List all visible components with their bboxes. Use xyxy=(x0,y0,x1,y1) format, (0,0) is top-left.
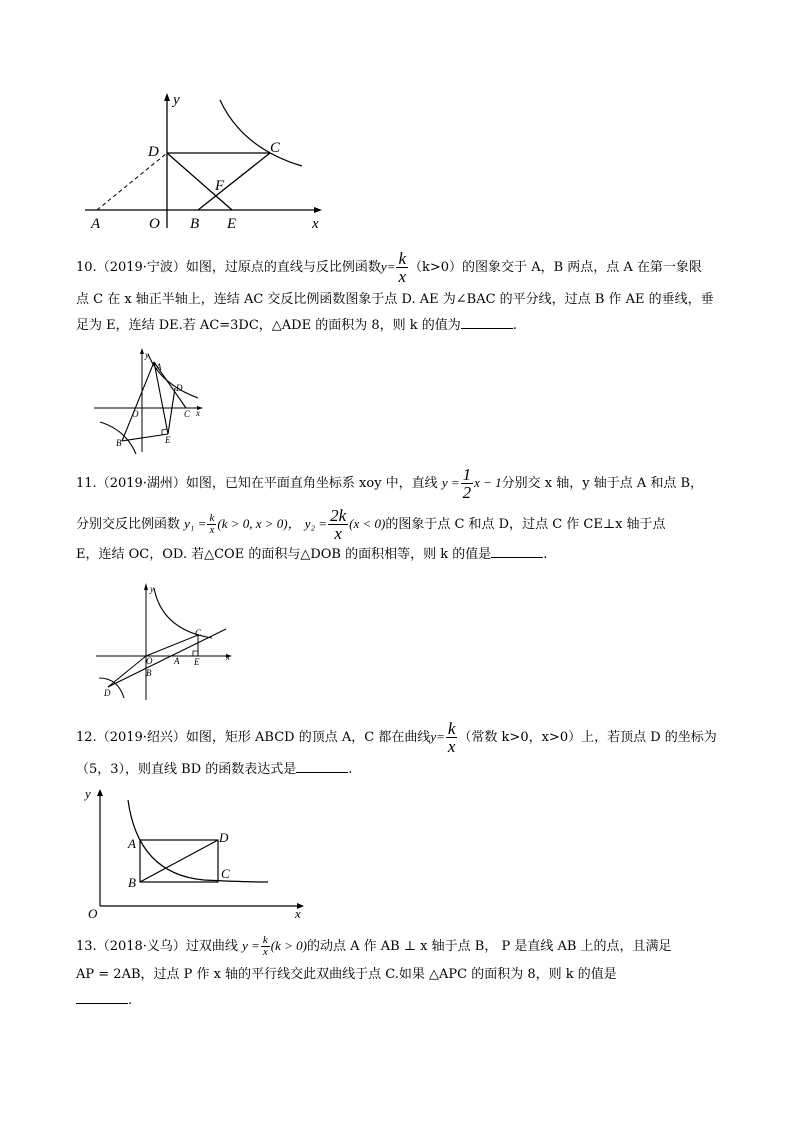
q11-source: （2019·湖州） xyxy=(96,476,186,491)
figure-question-11 xyxy=(94,580,236,702)
q13-text-1b: 的动点 A 作 AB ⊥ x 轴于点 B， P 是直线 AB 上的点，且满足 xyxy=(306,939,672,954)
figure-question-10 xyxy=(92,344,208,456)
fig10-label-o: O xyxy=(132,409,139,419)
q11-y2-cond: (x < 0) xyxy=(349,516,386,531)
q10-period: . xyxy=(512,318,517,333)
q10-text-2: 点 C 在 x 轴正半轴上，连结 AC 交反比例函数图象于点 D. AE 为∠BAC 的平分线，过点 B 作 AE 的垂线，垂 xyxy=(76,292,714,307)
q12-number: 12. xyxy=(76,730,97,745)
q11-y1-fraction: $\frac{k}{x}$ xyxy=(209,512,215,536)
fig10-label-d: D xyxy=(176,383,183,393)
fig11-label-c: C xyxy=(195,628,202,638)
q13-number: 13. xyxy=(76,939,97,954)
fig12-label-o: O xyxy=(88,906,98,921)
q10-text-3: 足为 E，连结 DE.若 AC=3DC，△ADE 的面积为 8，则 k 的值为 xyxy=(76,318,461,333)
q11-y1-cond: (k > 0, x > 0)， xyxy=(217,516,301,531)
fig11-label-x: x xyxy=(226,652,230,662)
fig10-label-x: x xyxy=(196,408,200,418)
q13-period: . xyxy=(128,993,133,1008)
q11-text-2b: 的图象于点 C 和点 D，过点 C 作 CE⊥x 轴于点 xyxy=(385,517,666,532)
q12-source: （2019·绍兴） xyxy=(96,730,186,745)
fig11-label-a: A xyxy=(174,656,180,666)
fig10-label-e: E xyxy=(165,435,171,445)
q10-answer-blank xyxy=(461,327,513,329)
q13-answer-blank xyxy=(76,1002,128,1004)
fig9-label-x: x xyxy=(312,216,319,232)
q13-source: （2018·义乌） xyxy=(96,939,186,954)
q11-number: 11. xyxy=(76,476,97,491)
fig12-label-c: C xyxy=(221,866,230,881)
fig10-label-a: A xyxy=(156,362,162,372)
q12-fraction: $\frac{k}{x}$ xyxy=(447,719,456,756)
fig11-label-y: y xyxy=(150,584,154,594)
q12-text-2: （5，3），则直线 BD 的函数表达式是 xyxy=(76,762,297,777)
q11-eq-b: x − 1 xyxy=(474,475,502,490)
q11-answer-blank xyxy=(491,556,543,558)
fig11-label-b: B xyxy=(146,668,152,678)
q13-eq: y = xyxy=(242,938,260,953)
q11-text-2a: 分别交反比例函数 xyxy=(76,517,181,532)
question-12 xyxy=(76,720,726,783)
fig9-label-o: O xyxy=(149,216,160,232)
q11-y2: y₂ = xyxy=(304,516,328,531)
q13-fraction: $\frac{k}{x}$ xyxy=(262,934,268,958)
q10-text-1b: （k>0）的图象交于 A，B 两点，点 A 在第一象限 xyxy=(409,260,702,275)
q10-source: （2019·宁波） xyxy=(96,260,186,275)
figure-question-12 xyxy=(84,784,310,922)
figure-previous-question xyxy=(82,88,332,236)
q12-eq: y= xyxy=(430,729,445,744)
q13-text-2: AP = 2AB，过点 P 作 x 轴的平行线交此双曲线于点 C.如果 △APC 的面积为 8，则 k 的值是 xyxy=(76,967,617,982)
fig12-label-x: x xyxy=(295,906,301,921)
fig12-label-y: y xyxy=(85,786,91,801)
q12-text-1b: （常数 k>0，x>0）上，若顶点 D 的坐标为 xyxy=(458,730,717,745)
q12-period: . xyxy=(348,762,353,777)
fig12-label-d: D xyxy=(219,830,229,845)
q11-text-1a: 如图，已知在平面直角坐标系 xoy 中，直线 xyxy=(185,476,438,491)
q11-period: . xyxy=(543,547,548,562)
q12-answer-blank xyxy=(296,771,348,773)
fig9-label-a: A xyxy=(91,216,101,232)
q12-text-1a: 如图，矩形 ABCD 的顶点 A，C 都在曲线 xyxy=(185,730,431,745)
fig10-label-c: C xyxy=(184,409,191,419)
q11-eq-a: y = xyxy=(441,475,460,490)
q11-y1: y₁ = xyxy=(184,516,207,531)
fig9-label-d: D xyxy=(148,144,159,160)
fig9-label-y: y xyxy=(173,92,180,108)
fig9-label-c: C xyxy=(270,140,281,156)
fig10-label-b: B xyxy=(116,438,122,448)
q11-text-3: E，连结 OC，OD. 若△COE 的面积与△DOB 的面积相等，则 k 的值是 xyxy=(76,547,492,562)
fig11-label-e: E xyxy=(194,657,200,667)
q11-fraction: $\frac{1}{2}$ xyxy=(462,465,472,502)
q11-y2-fraction: $\frac{2k}{x}$ xyxy=(330,506,347,543)
fig12-label-b: B xyxy=(128,875,136,890)
fig9-label-f: F xyxy=(215,178,225,194)
fig9-label-b: B xyxy=(190,216,200,232)
q13-text-1a: 过双曲线 xyxy=(185,939,238,954)
fig11-label-d: D xyxy=(104,688,111,698)
q13-cond: (k > 0) xyxy=(270,938,307,953)
q10-fraction: $\frac{k}{x}$ xyxy=(398,249,407,286)
q11-text-1b: 分别交 x 轴，y 轴于点 A 和点 B， xyxy=(501,476,704,491)
fig12-label-a: A xyxy=(128,836,136,851)
q10-number: 10. xyxy=(76,260,97,275)
question-10 xyxy=(76,250,726,339)
question-11 xyxy=(76,466,726,568)
question-13 xyxy=(76,933,726,1014)
q10-text-1a: 如图，过原点的直线与反比例函数 xyxy=(185,260,381,275)
fig10-label-y: y xyxy=(145,350,149,360)
fig11-label-o: O xyxy=(146,656,153,666)
q10-eq: y= xyxy=(380,259,396,274)
fig9-label-e: E xyxy=(227,216,237,232)
